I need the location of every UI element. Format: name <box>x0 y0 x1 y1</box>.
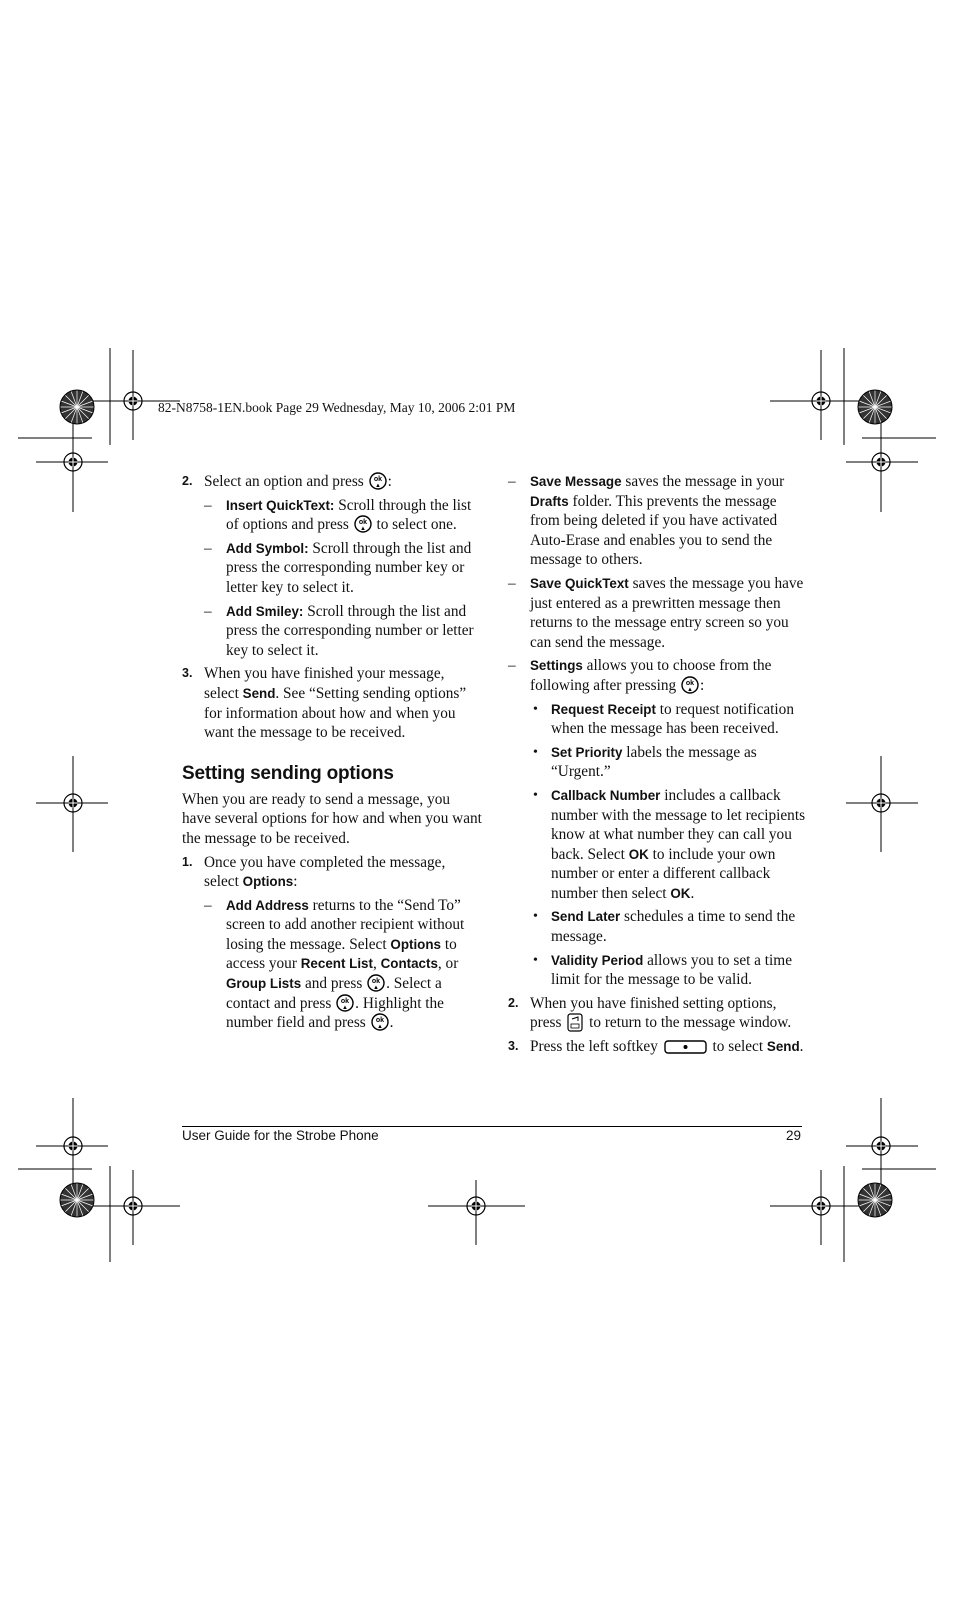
svg-text:▲: ▲ <box>686 686 693 693</box>
ok-key-icon <box>371 1013 389 1031</box>
step-number: 3. <box>182 666 193 681</box>
step-3-finish-message: 3. When you have finished your message, select Send. See “Setting sending options” for information about how and when you want the message to be received. <box>182 665 467 742</box>
ok-key-icon <box>336 994 354 1012</box>
section-intro: When you are ready to send a message, you have several options for how and when you want the message to be received. <box>182 790 482 847</box>
callback-number-bullet: • Callback Number includes a callback number with the message to let recipients know at what number they can call you back. Select OK to include your own number or enter a different callback number then select OK. <box>533 786 806 902</box>
ok-key-icon <box>681 676 699 694</box>
step-number: 2. <box>508 995 519 1010</box>
svg-text:ok: ok <box>685 679 695 687</box>
svg-text:ok: ok <box>375 1017 384 1025</box>
validity-period-bullet: • Validity Period allows you to set a time limit for the message to be valid. <box>533 951 792 989</box>
right-column <box>508 472 808 1061</box>
step-1-options: 1. Once you have completed the message, select Options: <box>182 853 446 891</box>
add-address-item: – Add Address returns to the “Send To” screen to add another recipient without losing the message. Select Options to access your Recent List, Contacts, or Group Lists and press ok ▲ . Select a contact and press ok ▲ . Highlight the number field and press ok ▲ . <box>204 896 465 1032</box>
save-message-item: – Save Message saves the message in your Drafts folder. This prevents the message from being deleted if you have activated Auto-Erase and enables you to send the message to others. <box>508 473 785 569</box>
svg-text:▲: ▲ <box>373 985 380 992</box>
svg-text:ok: ok <box>372 978 381 986</box>
send-later-bullet: • Send Later schedules a time to send the message. <box>533 908 796 946</box>
footer-title: User Guide for the Strobe Phone <box>182 1128 379 1143</box>
settings-item: – Settings allows you to choose from the following after pressing ok ▲ : <box>508 657 772 694</box>
footer-rule <box>182 1126 802 1127</box>
print-slug: 82-N8758-1EN.book Page 29 Wednesday, May 10, 2006 2:01 PM <box>158 400 516 415</box>
request-receipt-bullet: • Request Receipt to request notification when the message has been received. <box>533 700 794 738</box>
ok-key-icon <box>367 974 385 992</box>
set-priority-bullet: • Set Priority labels the message as “Urgent.” <box>533 743 757 781</box>
add-symbol-item: – Add Symbol: Scroll through the list and press the corresponding number key or letter key to select it. <box>204 539 472 596</box>
step-number: 1. <box>182 854 193 869</box>
back-key-icon <box>567 1013 583 1032</box>
svg-text:ok: ok <box>341 997 350 1005</box>
step-3-send: 3. Press the left softkey to select Send. <box>508 1038 804 1056</box>
svg-text:▲: ▲ <box>376 1024 383 1031</box>
save-quicktext-item: – Save QuickText saves the message you have just entered as a prewritten message then returns to the message entry screen so you can send the message. <box>508 574 804 651</box>
svg-text:ok: ok <box>358 519 367 527</box>
step-number: 3. <box>508 1039 519 1054</box>
svg-text:▲: ▲ <box>342 1004 349 1011</box>
step-number: 2. <box>182 474 193 488</box>
left-softkey-icon <box>664 1040 707 1054</box>
add-smiley-item: – Add Smiley: Scroll through the list and press the corresponding number or letter key to select it. <box>204 602 474 659</box>
step-2-finish-options: 2. When you have finished setting options, press to return to the message window. <box>508 994 792 1032</box>
step-2-select-option: 2. Select an option and press ok ▲ : <box>182 473 392 490</box>
ok-key-icon <box>354 515 372 533</box>
insert-quicktext-item: – Insert QuickText: Scroll through the list of options and press ok ▲ to select one. <box>204 496 472 534</box>
svg-text:ok: ok <box>373 476 382 483</box>
svg-text:▲: ▲ <box>359 526 366 533</box>
section-heading: Setting sending options <box>182 762 394 784</box>
left-column <box>182 472 482 1037</box>
page-number: 29 <box>786 1128 802 1143</box>
ok-key-icon <box>369 472 387 490</box>
svg-text:▲: ▲ <box>374 483 381 489</box>
